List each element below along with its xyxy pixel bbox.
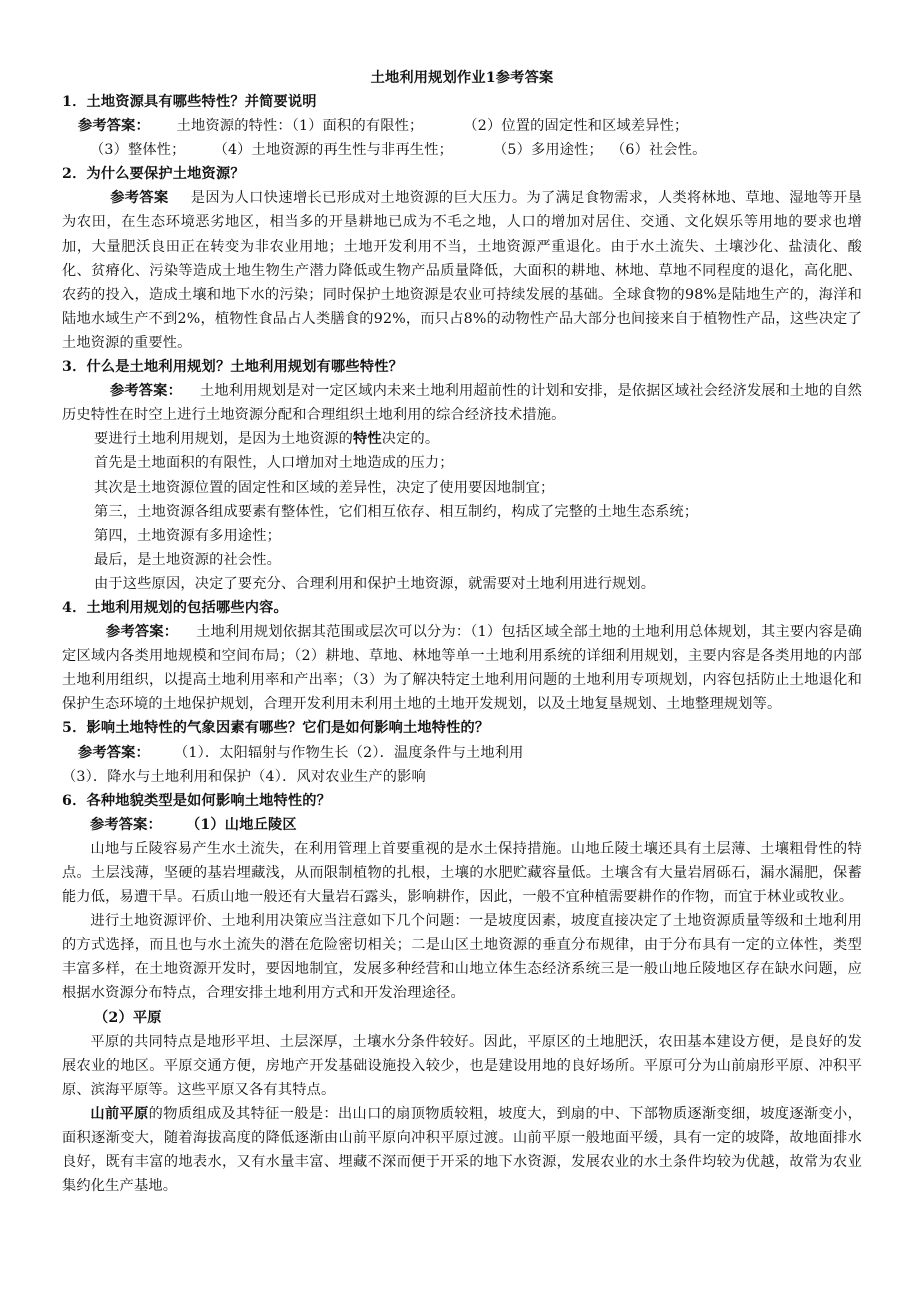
answer-1-item-3: （3）整体性； xyxy=(90,142,186,159)
answer-5-line-2: （3）．降水与土地利用和保护（4）．风对农业生产的影响 xyxy=(62,768,426,785)
answer-label: 参考答案： xyxy=(110,383,182,400)
answer-1-item-2: （2）位置的固定性和区域差异性； xyxy=(463,118,689,135)
answer-4-paragraph xyxy=(62,620,862,716)
answer-1-item-4: （4）土地资源的再生性与非再生性； xyxy=(213,142,453,159)
answer-3-line-4: 第三，土地资源各组成要素有整体性，它们相互依存、相互制约，构成了完整的土地生态系统； xyxy=(94,503,699,520)
answer-3-line-1 xyxy=(62,427,862,451)
answer-3-line-6: 最后，是土地资源的社会性。 xyxy=(94,551,282,568)
section-heading-mountain: （1）山地丘陵区 xyxy=(185,816,297,833)
answer-label: 参考答案 xyxy=(110,190,169,207)
answer-3-line-2: 首先是土地面积的有限性，人口增加对土地造成的压力； xyxy=(94,455,454,472)
answer-1-line-1 xyxy=(62,114,862,138)
document-title: 土地利用规划作业1参考答案 xyxy=(370,70,554,86)
answer-label: 参考答案： xyxy=(106,624,179,641)
question-1-heading: 1．土地资源具有哪些特性？并简要说明 xyxy=(62,94,317,110)
answer-5-line-1 xyxy=(62,741,862,765)
answer-1-item-6: （6）社会性。 xyxy=(610,142,707,159)
mountain-paragraph-2: 进行土地资源评价、土地利用决策应当注意如下几个问题：一是坡度因素，坡度直接决定了土地资源质量等级和土地利用的方式选择，而且也与水土流失的潜在危险密切相关；二是山区土地资源的垂直分布规律，由于分布具有一定的立体性，类型丰富多样，在土地资源开发时，要因地制宜，发展多种经营和山地立体生态经济系统三是一般山地丘陵地区存在缺水问题，应根据水资源分布特点，合理安排土地利用方式和开发治理途径。 xyxy=(62,913,862,1002)
plain-subtype-term: 山前平原 xyxy=(90,1105,149,1122)
question-2-heading: 2．为什么要保护土地资源？ xyxy=(62,166,245,183)
question-3-heading: 3．什么是土地利用规划？土地利用规划有哪些特性？ xyxy=(62,359,403,376)
answer-3-line-3: 其次是土地资源位置的固定性和区域的差异性，决定了使用要因地制宜； xyxy=(94,479,555,496)
answer-3-text: 土地利用规划是对一定区域内未来土地利用超前性的计划和安排，是依据区域社会经济发展和土地的自然历史特性在时空上进行土地资源分配和合理组织土地利用的综合经济技术措施。 xyxy=(62,383,862,424)
answer-3-keyword: 特性 xyxy=(352,431,382,448)
answer-3-line-1-end: 决定的。 xyxy=(381,431,440,448)
mountain-paragraph-1: 山地与丘陵容易产生水土流失，在利用管理上首要重视的是水土保持措施。山地丘陵土壤还具有土层薄、土壤粗骨性的特点。土层浅薄，坚硬的基岩埋藏浅，从而限制植物的扎根，土壤的水肥贮藏容量低。土壤含有大量岩屑砾石，漏水漏肥，保蓄能力低，易遭干旱。石质山地一般还有大量岩石露头，影响耕作，因此，一般不宜种植需要耕作的作物，而宜于林业或牧业。 xyxy=(62,840,862,906)
document-body xyxy=(62,66,862,1198)
answer-3-line-5: 第四，土地资源有多用途性； xyxy=(94,527,282,544)
answer-label: 参考答案： xyxy=(78,744,150,761)
section-heading-plain: （2）平原 xyxy=(94,1009,162,1026)
answer-5-item-1: （1）．太阳辐射与作物生长（2）．温度条件与土地利用 xyxy=(173,744,524,761)
question-4-heading: 4．土地利用规划的包括哪些内容。 xyxy=(62,599,288,616)
answer-4-text: 土地利用规划依据其范围或层次可以分为：（1）包括区域全部土地的土地利用总体规划，其主要内容是确定区域内各类用地规模和空间布局；（2）耕地、草地、林地等单一土地利用系统的详细利用规划，主要内容是各类用地的内部土地利用组织，以提高土地利用率和产出率；（3）为了解决特定土地利用问题的土地利用专项规划，内容包括防止土地退化和保护生态环境的土地保护规划，合理开发利用未利用土地的土地开发规划，以及土地复垦规划、土地整理规划等。 xyxy=(62,624,862,713)
answer-1-item-1: 土地资源的特性：（1）面积的有限性； xyxy=(176,118,424,135)
plain-paragraph-1: 平原的共同特点是地形平坦、土层深厚，土壤水分条件较好。因此，平原区的土地肥沃，农田基本建设方便，是良好的发展农业的地区。平原交通方便，房地产开发基础设施投入较少，也是建设用地的良好场所。平原可分为山前扇形平原、冲积平原、滨海平原等。这些平原又各有其特点。 xyxy=(62,1033,862,1098)
answer-2-text: 是因为人口快速增长已形成对土地资源的巨大压力。为了满足食物需求，人类将林地、草地、湿地等开垦为农田，在生态环境恶劣地区，相当多的开垦耕地已成为不毛之地，人口的增加对居住、交通、文化娱乐等用地的要求也增加，大量肥沃良田正在转变为非农业用地；土地开发利用不当，土地资源严重退化。由于水土流失、土壤沙化、盐渍化、酸化、贫瘠化、污染等造成土地生物生产潜力降低或生物产品质量降低，大面积的耕地、林地、草地不同程度的退化，高化肥、农药的投入，造成土壤和地下水的污染；同时保护土地资源是农业可持续发展的基础。全球食物的98%是陆地生产的，海洋和陆地水域生产不到2%，植物性食品占人类膳食的92%，而只占8%的动物性产品大部分也间接来自于植物性产品，这些决定了土地资源的重要性。 xyxy=(62,190,862,351)
plain-paragraph-2 xyxy=(62,1102,862,1198)
question-5-heading: 5．影响土地特性的气象因素有哪些？它们是如何影响土地特性的？ xyxy=(62,720,490,737)
answer-3-line-1-text: 要进行土地利用规划，是因为土地资源的 xyxy=(94,431,353,448)
answer-3-paragraph xyxy=(62,379,862,427)
answer-label: 参考答案： xyxy=(78,118,150,135)
plain-paragraph-2-text: 的物质组成及其特征一般是：出山口的扇顶物质较粗，坡度大，到扇的中、下部物质逐渐变细，坡度逐渐变小，面积逐渐变大，随着海拔高度的降低逐渐由山前平原向冲积平原过渡。山前平原一般地面平缓，具有一定的坡降，故地面排水良好，既有丰富的地表水，又有水量丰富、埋藏不深而便于开采的地下水资源，发展农业的水土条件均较为优越，故常为农业集约化生产基地。 xyxy=(62,1105,862,1195)
answer-1-line-2 xyxy=(62,138,862,162)
question-6-heading: 6．各种地貌类型是如何影响土地特性的？ xyxy=(62,792,332,809)
answer-6-line-1 xyxy=(62,813,862,837)
answer-label: 参考答案： xyxy=(90,816,162,833)
answer-1-item-5: （5）多用途性； xyxy=(493,142,603,159)
answer-3-line-7: 由于这些原因，决定了要充分、合理利用和保护土地资源，就需要对土地利用进行规划。 xyxy=(94,575,656,592)
answer-2-paragraph xyxy=(62,186,862,355)
